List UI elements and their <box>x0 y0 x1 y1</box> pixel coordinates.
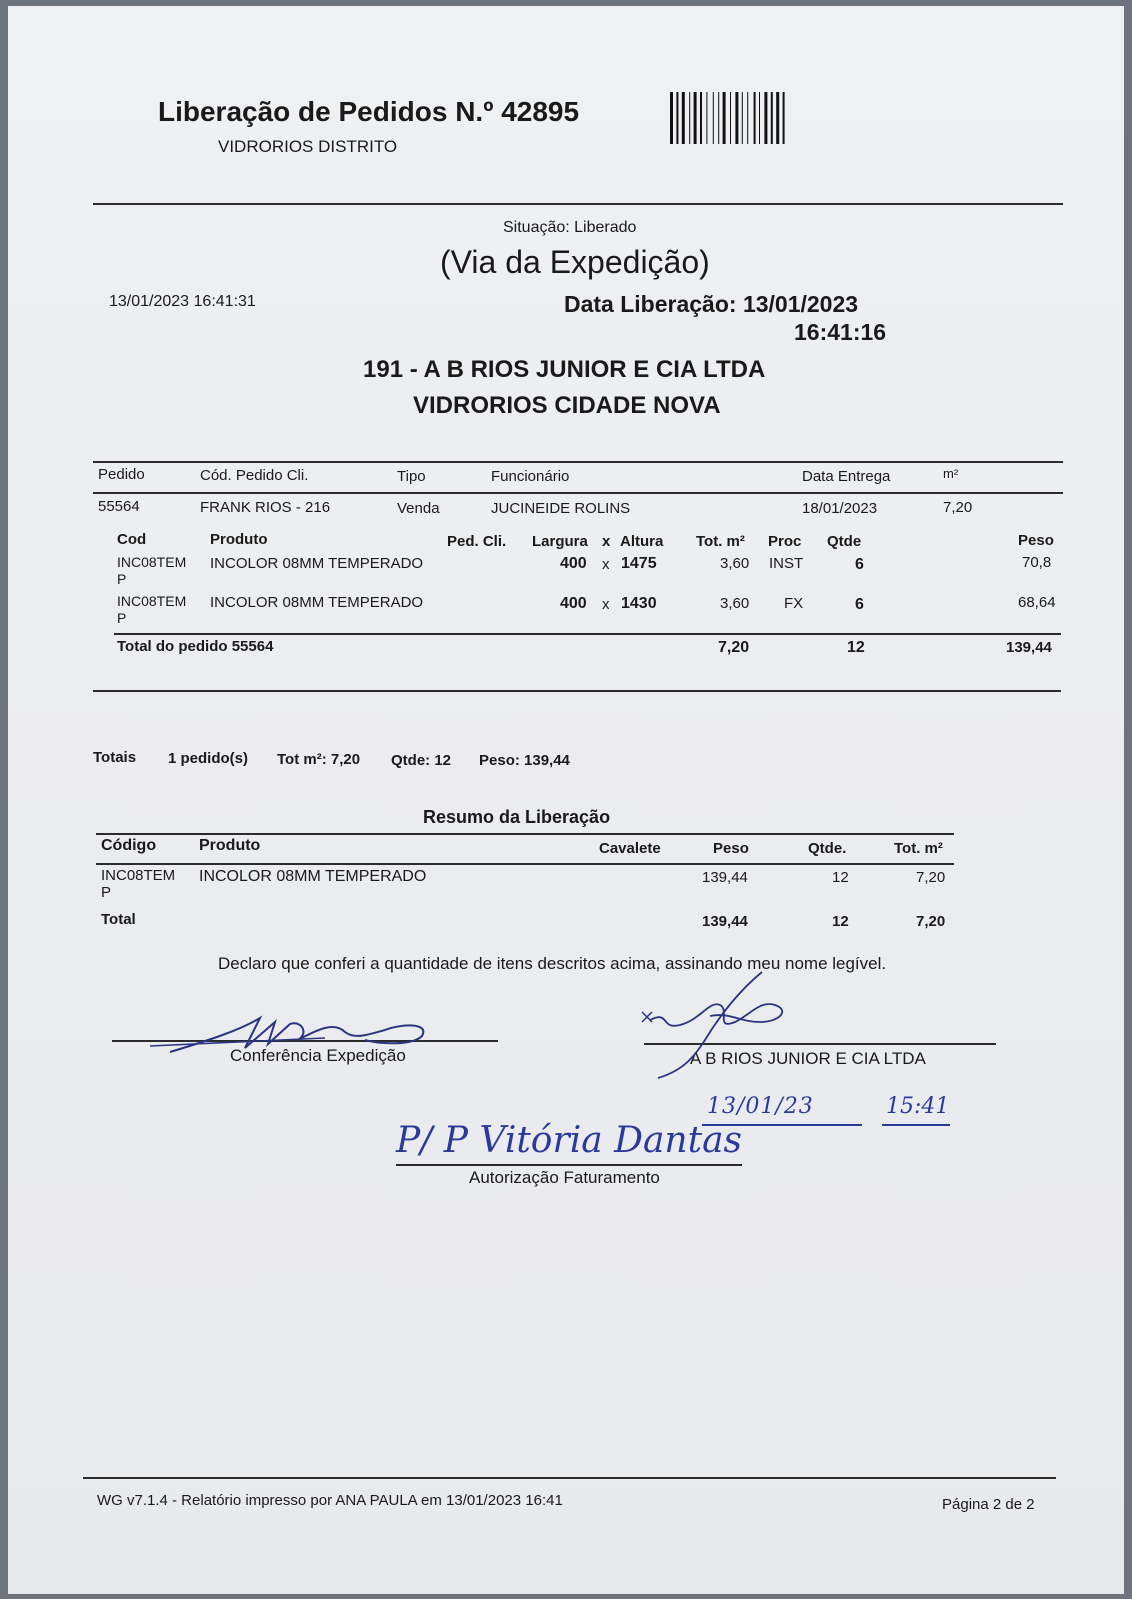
item-tot-m2: 3,60 <box>720 595 750 612</box>
order-total-label: Total do pedido 55564 <box>117 638 274 655</box>
handwritten-time: 15:41 <box>886 1094 950 1119</box>
items-col-peso: Peso <box>1018 532 1054 549</box>
summary-col-codigo: Código <box>101 837 157 854</box>
conferencia-label: Conferência Expedição <box>230 1046 406 1065</box>
item-altura: 1475 <box>621 555 657 572</box>
items-col-produto: Produto <box>210 531 268 548</box>
summary-total-tot-m2: 7,20 <box>916 913 946 930</box>
summary-col-qtde: Qtde. <box>808 840 847 857</box>
summary-total-qtde: 12 <box>832 913 849 930</box>
footer-printed-by: WG v7.1.4 - Relatório impresso por ANA PAULA em 13/01/2023 16:41 <box>97 1492 563 1509</box>
item-produto: INCOLOR 08MM TEMPERADO <box>210 594 424 611</box>
barcode <box>670 92 842 144</box>
item-altura: 1430 <box>621 595 657 612</box>
item-cod: INC08TEM P <box>117 554 187 587</box>
order-m2: 7,20 <box>943 499 973 516</box>
company-name: VIDRORIOS DISTRITO <box>218 137 398 156</box>
header-divider <box>93 203 1063 205</box>
item-peso: 68,64 <box>1018 594 1056 611</box>
item-qtde: 6 <box>855 556 864 573</box>
authorization-line <box>396 1164 742 1166</box>
client-name: 191 - A B RIOS JUNIOR E CIA LTDA <box>363 356 766 383</box>
items-col-x: x <box>602 533 611 550</box>
summary-title: Resumo da Liberação <box>423 807 611 827</box>
client-store: VIDRORIOS CIDADE NOVA <box>413 392 721 419</box>
summary-col-tot-m2: Tot. m² <box>894 840 943 857</box>
authorization-label: Autorização Faturamento <box>469 1168 660 1187</box>
release-time: 16:41:16 <box>794 319 887 345</box>
col-m2: m² <box>943 466 959 481</box>
items-col-altura: Altura <box>620 533 664 550</box>
order-section-bottom-rule <box>93 690 1061 692</box>
handwritten-authorizer-name: P/ P Vitória Dantas <box>396 1120 743 1161</box>
item-proc: INST <box>769 555 804 572</box>
release-date: Data Liberação: 13/01/2023 <box>564 291 859 317</box>
print-datetime: 13/01/2023 16:41:31 <box>109 293 256 310</box>
items-col-cod: Cod <box>117 531 147 548</box>
order-total-peso: 139,44 <box>1006 639 1052 656</box>
order-total-qtde: 12 <box>847 639 865 656</box>
totals-qtde: Qtde: 12 <box>391 752 452 769</box>
document-title: Liberação de Pedidos N.º 42895 <box>158 96 580 127</box>
item-qtde: 6 <box>855 596 864 613</box>
summary-row-codigo: INC08TEM P <box>101 867 176 901</box>
situation-label: Situação: Liberado <box>503 219 637 236</box>
summary-top-rule <box>96 833 954 835</box>
summary-header-rule <box>96 863 954 865</box>
item-largura: 400 <box>560 595 587 612</box>
summary-col-produto: Produto <box>199 837 261 854</box>
item-largura: 400 <box>560 555 587 572</box>
summary-total-label: Total <box>101 911 136 928</box>
items-col-qtde: Qtde <box>827 533 862 550</box>
col-data-entrega: Data Entrega <box>802 468 891 485</box>
order-funcionario: JUCINEIDE ROLINS <box>491 500 631 517</box>
totals-label: Totais <box>93 749 137 766</box>
item-x: x <box>602 596 610 613</box>
footer-page-number: Página 2 de 2 <box>942 1496 1035 1513</box>
items-col-proc: Proc <box>768 533 802 550</box>
footer-rule <box>83 1477 1056 1479</box>
client-signature-label: A B RIOS JUNIOR E CIA LTDA <box>690 1049 926 1068</box>
totals-pedidos: 1 pedido(s) <box>168 750 249 767</box>
item-tot-m2: 3,60 <box>720 555 750 572</box>
items-col-largura: Largura <box>532 533 588 550</box>
col-funcionario: Funcionário <box>491 468 570 485</box>
items-col-tot-m2: Tot. m² <box>696 533 745 550</box>
order-table-top-rule <box>93 461 1063 463</box>
order-tipo: Venda <box>397 500 440 517</box>
items-col-ped-cli: Ped. Cli. <box>447 533 507 550</box>
summary-total-peso: 139,44 <box>702 913 748 930</box>
summary-row-tot-m2: 7,20 <box>916 869 946 886</box>
item-proc: FX <box>784 595 804 612</box>
via-title: (Via da Expedição) <box>440 244 710 280</box>
items-total-rule <box>114 633 1061 635</box>
conferencia-signature <box>150 1010 440 1060</box>
order-cod-cli: FRANK RIOS - 216 <box>200 499 331 516</box>
item-cod: INC08TEM P <box>117 593 187 626</box>
item-peso: 70,8 <box>1022 554 1052 571</box>
client-signature <box>640 960 840 1085</box>
handwritten-date: 13/01/23 <box>707 1094 814 1119</box>
summary-col-peso: Peso <box>713 840 749 857</box>
summary-row-qtde: 12 <box>832 869 849 886</box>
order-data-entrega: 18/01/2023 <box>802 500 878 517</box>
item-produto: INCOLOR 08MM TEMPERADO <box>210 555 424 572</box>
totals-peso: Peso: 139,44 <box>479 752 570 769</box>
summary-row-produto: INCOLOR 08MM TEMPERADO <box>199 868 427 885</box>
item-x: x <box>602 556 610 573</box>
declaration-text: Declaro que conferi a quantidade de itens descritos acima, assinando meu nome legível. <box>218 954 887 973</box>
order-total-m2: 7,20 <box>718 639 750 656</box>
handwritten-time-underline <box>882 1124 950 1126</box>
col-tipo: Tipo <box>397 468 426 485</box>
totals-m2: Tot m²: 7,20 <box>277 751 361 768</box>
col-pedido: Pedido <box>98 466 145 483</box>
summary-row-peso: 139,44 <box>702 869 748 886</box>
col-cod-pedido-cli: Cód. Pedido Cli. <box>200 467 309 484</box>
order-pedido: 55564 <box>98 498 140 515</box>
summary-col-cavalete: Cavalete <box>599 840 661 857</box>
order-table-header-rule <box>93 492 1063 494</box>
